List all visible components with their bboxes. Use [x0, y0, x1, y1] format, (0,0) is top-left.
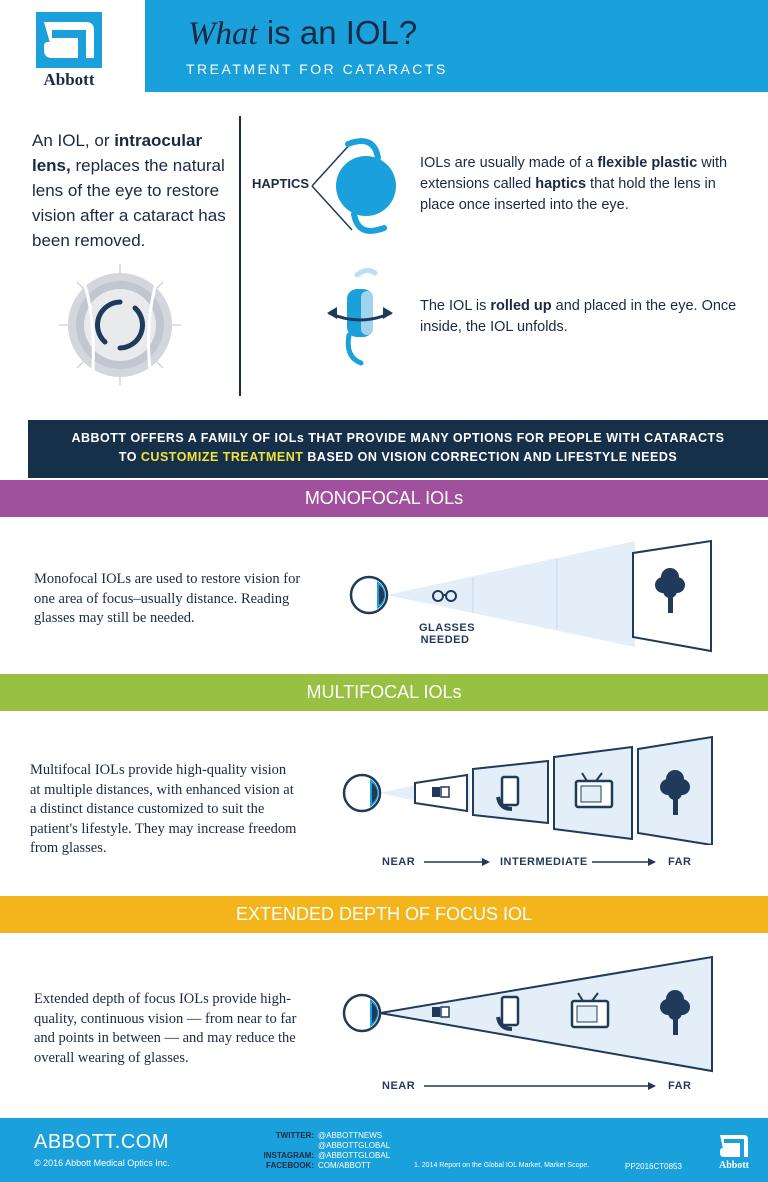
document-code: PP2016CT0853: [625, 1162, 682, 1171]
haptics-label: HAPTICS: [252, 176, 310, 191]
monofocal-section-header: MONOFOCAL IOLs: [0, 480, 768, 517]
edof-vision-diagram: [340, 955, 716, 1075]
abbott-logo-icon: [716, 1131, 752, 1161]
book-icon: [432, 787, 449, 797]
iol-haptics-icon: [308, 130, 408, 240]
arrow-right-icon: [424, 856, 490, 868]
arrow-right-icon: [592, 856, 656, 868]
page-title: What is an IOL?: [188, 14, 418, 52]
twitter-handle-global[interactable]: @ABBOTTGLOBAL: [318, 1141, 391, 1150]
arrow-right-icon: [424, 1080, 656, 1092]
edof-section-header: EXTENDED DEPTH OF FOCUS IOL: [0, 896, 768, 933]
smartphone-icon: [498, 777, 518, 809]
copyright: © 2016 Abbott Medical Optics Inc.: [34, 1158, 170, 1168]
rolled-iol-description: The IOL is rolled up and placed in the eye. Once inside, the IOL unfolds.: [420, 298, 737, 335]
multifocal-vision-diagram: [340, 735, 716, 845]
twitter-handle-news[interactable]: @ABBOTTNEWS: [318, 1131, 383, 1140]
facebook-handle[interactable]: COM/ABBOTT: [318, 1161, 371, 1170]
near-label: NEAR: [382, 1080, 416, 1092]
eye-lens-icon: [55, 260, 185, 390]
twitter-label: TWITTER:: [275, 1131, 314, 1140]
edof-description: Extended depth of focus IOLs provide high-quality, continuous vision — from near to far and points in between — and may reduce the overall wearing of glasses.: [34, 991, 297, 1066]
multifocal-section-header: MULTIFOCAL IOLs: [0, 674, 768, 711]
abbott-logo-icon: [36, 12, 102, 68]
footnote: 1. 2014 Report on the Global IOL Market, Market Scope.: [414, 1162, 590, 1169]
facebook-label: FACEBOOK:: [266, 1161, 314, 1170]
monofocal-description: Monofocal IOLs are used to restore vision for one area of focus–usually distance. Reading glasses may still be needed.: [34, 571, 301, 626]
far-label: FAR: [668, 1080, 692, 1092]
page-subtitle: TREATMENT FOR CATARACTS: [186, 61, 448, 77]
abbott-logo-text: Abbott: [718, 1160, 749, 1171]
iol-material-description: IOLs are usually made of a flexible plastic with extensions called haptics that hold the lens in place once inserted into the eye.: [420, 155, 728, 213]
multifocal-description: Multifocal IOLs provide high-quality vision at multiple distances, with enhanced vision at a distinct distance customized to suit the patient's lifestyle. They may increase freedom from glasses.: [30, 762, 297, 856]
near-label: NEAR: [382, 856, 416, 868]
monofocal-vision-diagram: [345, 535, 715, 655]
intro-paragraph: An IOL, or intraocular lens, replaces the natural lens of the eye to restore vision after a cataract has been removed.: [32, 131, 226, 250]
far-label: FAR: [668, 856, 692, 868]
instagram-label: INSTAGRAM:: [263, 1151, 314, 1160]
website-link[interactable]: ABBOTT.COM: [34, 1131, 170, 1153]
intro-divider: [239, 116, 241, 396]
glasses-needed-label: GLASSES NEEDED: [419, 622, 476, 646]
abbott-logo-text: Abbott: [43, 70, 95, 89]
rolled-iol-icon: [325, 265, 395, 370]
intermediate-label: INTERMEDIATE: [500, 856, 588, 868]
options-banner-text: ABBOTT OFFERS A FAMILY OF IOLs THAT PROVIDE MANY OPTIONS FOR PEOPLE WITH CATARACTS TO CUSTOMIZE TREATMENT BASED ON VISION CORRECTION AND LIFESTYLE NEEDS: [71, 431, 725, 464]
book-icon: [432, 1007, 449, 1017]
instagram-handle[interactable]: @ABBOTTGLOBAL: [318, 1151, 391, 1160]
smartphone-icon: [498, 997, 518, 1029]
